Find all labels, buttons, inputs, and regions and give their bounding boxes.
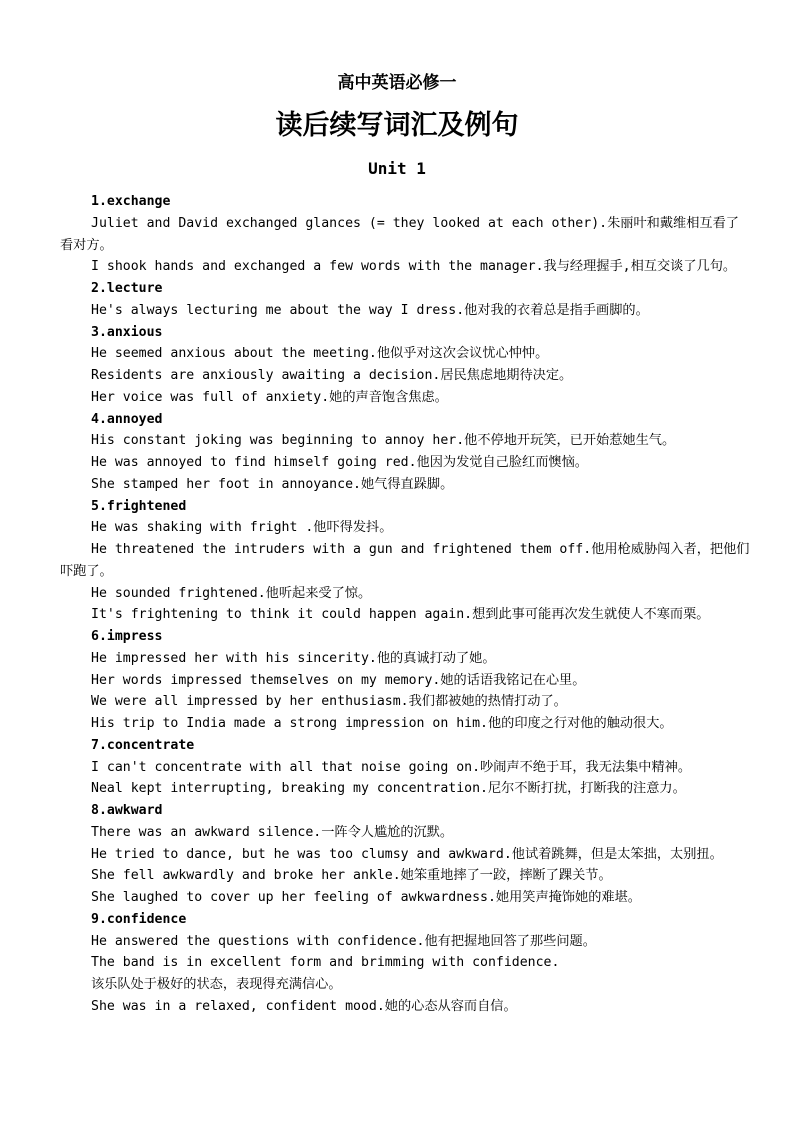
- example-sentence: Her words impressed themselves on my memory.她的话语我铭记在心里。: [91, 672, 586, 688]
- vocab-word-heading: 1.exchange: [91, 194, 171, 209]
- example-sentence: He answered the questions with confidence.他有把握地回答了那些问题。: [91, 933, 596, 949]
- example-sentence: She fell awkwardly and broke her ankle.她笨重地摔了一跤，摔断了踝关节。: [91, 868, 612, 884]
- example-sentence: He tried to dance, but he was too clumsy and awkward.他试着跳舞，但是太笨拙，太别扭。: [91, 846, 723, 862]
- example-sentence: He threatened the intruders with a gun and frightened them off.他用枪威胁闯入者，把他们吓跑了。: [60, 542, 750, 579]
- example-sentence: I can't concentrate with all that noise going on.吵闹声不绝于耳，我无法集中精神。: [91, 759, 692, 775]
- example-sentence: He sounded frightened.他听起来受了惊。: [91, 585, 372, 601]
- vocab-word-heading: 4.annoyed: [91, 411, 163, 427]
- vocab-word-heading: 5.frightened: [91, 498, 187, 514]
- vocab-word-heading: 3.anxious: [91, 324, 163, 340]
- example-sentence: She was in a relaxed, confident mood.她的心态从容而自信。: [91, 998, 517, 1014]
- example-sentence: Her voice was full of anxiety.她的声音饱含焦虑。: [91, 389, 448, 405]
- example-sentence: She stamped her foot in annoyance.她气得直跺脚。: [91, 476, 454, 492]
- vocab-word-heading: 2.lecture: [91, 281, 163, 296]
- example-sentence: Residents are anxiously awaiting a decision.居民焦虑地期待决定。: [91, 368, 573, 383]
- example-sentence: He seemed anxious about the meeting.他似乎对这次会议忧心忡忡。: [91, 346, 549, 362]
- example-sentence: 该乐队处于极好的状态，表现得充满信心。: [91, 977, 342, 992]
- example-sentence: Neal kept interrupting, breaking my concentration.尼尔不断打扰，打断我的注意力。: [91, 781, 686, 797]
- example-sentence: He impressed her with his sincerity.他的真诚打动了她。: [91, 650, 496, 666]
- vocab-word-heading: 6.impress: [91, 629, 163, 644]
- example-sentence: It's frightening to think it could happen again.想到此事可能再次发生就使人不寒而栗。: [91, 607, 710, 623]
- vocabulary-list: [60, 191, 750, 1018]
- vocab-word-heading: 7.concentrate: [91, 737, 195, 753]
- example-sentence: I shook hands and exchanged a few words with the manager.我与经理握手,相互交谈了几句。: [91, 259, 737, 275]
- vocab-word-heading: 9.confidence: [91, 911, 187, 927]
- example-sentence: His constant joking was beginning to annoy her.他不停地开玩笑，已开始惹她生气。: [91, 433, 676, 449]
- example-sentence: His trip to India made a strong impression on him.他的印度之行对他的触动很大。: [91, 716, 673, 731]
- example-sentence: He was shaking with fright .他吓得发抖。: [91, 520, 393, 536]
- example-sentence: She laughed to cover up her feeling of awkwardness.她用笑声掩饰她的难堪。: [91, 890, 641, 905]
- example-sentence: He's always lecturing me about the way I dress.他对我的衣着总是指手画脚的。: [91, 302, 649, 318]
- example-sentence: There was an awkward silence.一阵令人尴尬的沉默。: [91, 824, 454, 840]
- unit-heading: Unit 1: [368, 159, 426, 178]
- example-sentence: He was annoyed to find himself going red.他因为发觉自己脸红而懊恼。: [91, 455, 588, 470]
- example-sentence: The band is in excellent form and brimming with confidence.: [91, 955, 560, 971]
- example-sentence: Juliet and David exchanged glances (= they looked at each other).朱丽叶和戴维相互看了看对方。: [60, 215, 739, 253]
- vocab-word-heading: 8.awkward: [91, 803, 163, 818]
- example-sentence: We were all impressed by her enthusiasm.我们都被她的热情打动了。: [91, 694, 567, 710]
- document-title: 读后续写词汇及例句: [275, 110, 519, 141]
- document-subtitle: 高中英语必修一: [337, 73, 457, 93]
